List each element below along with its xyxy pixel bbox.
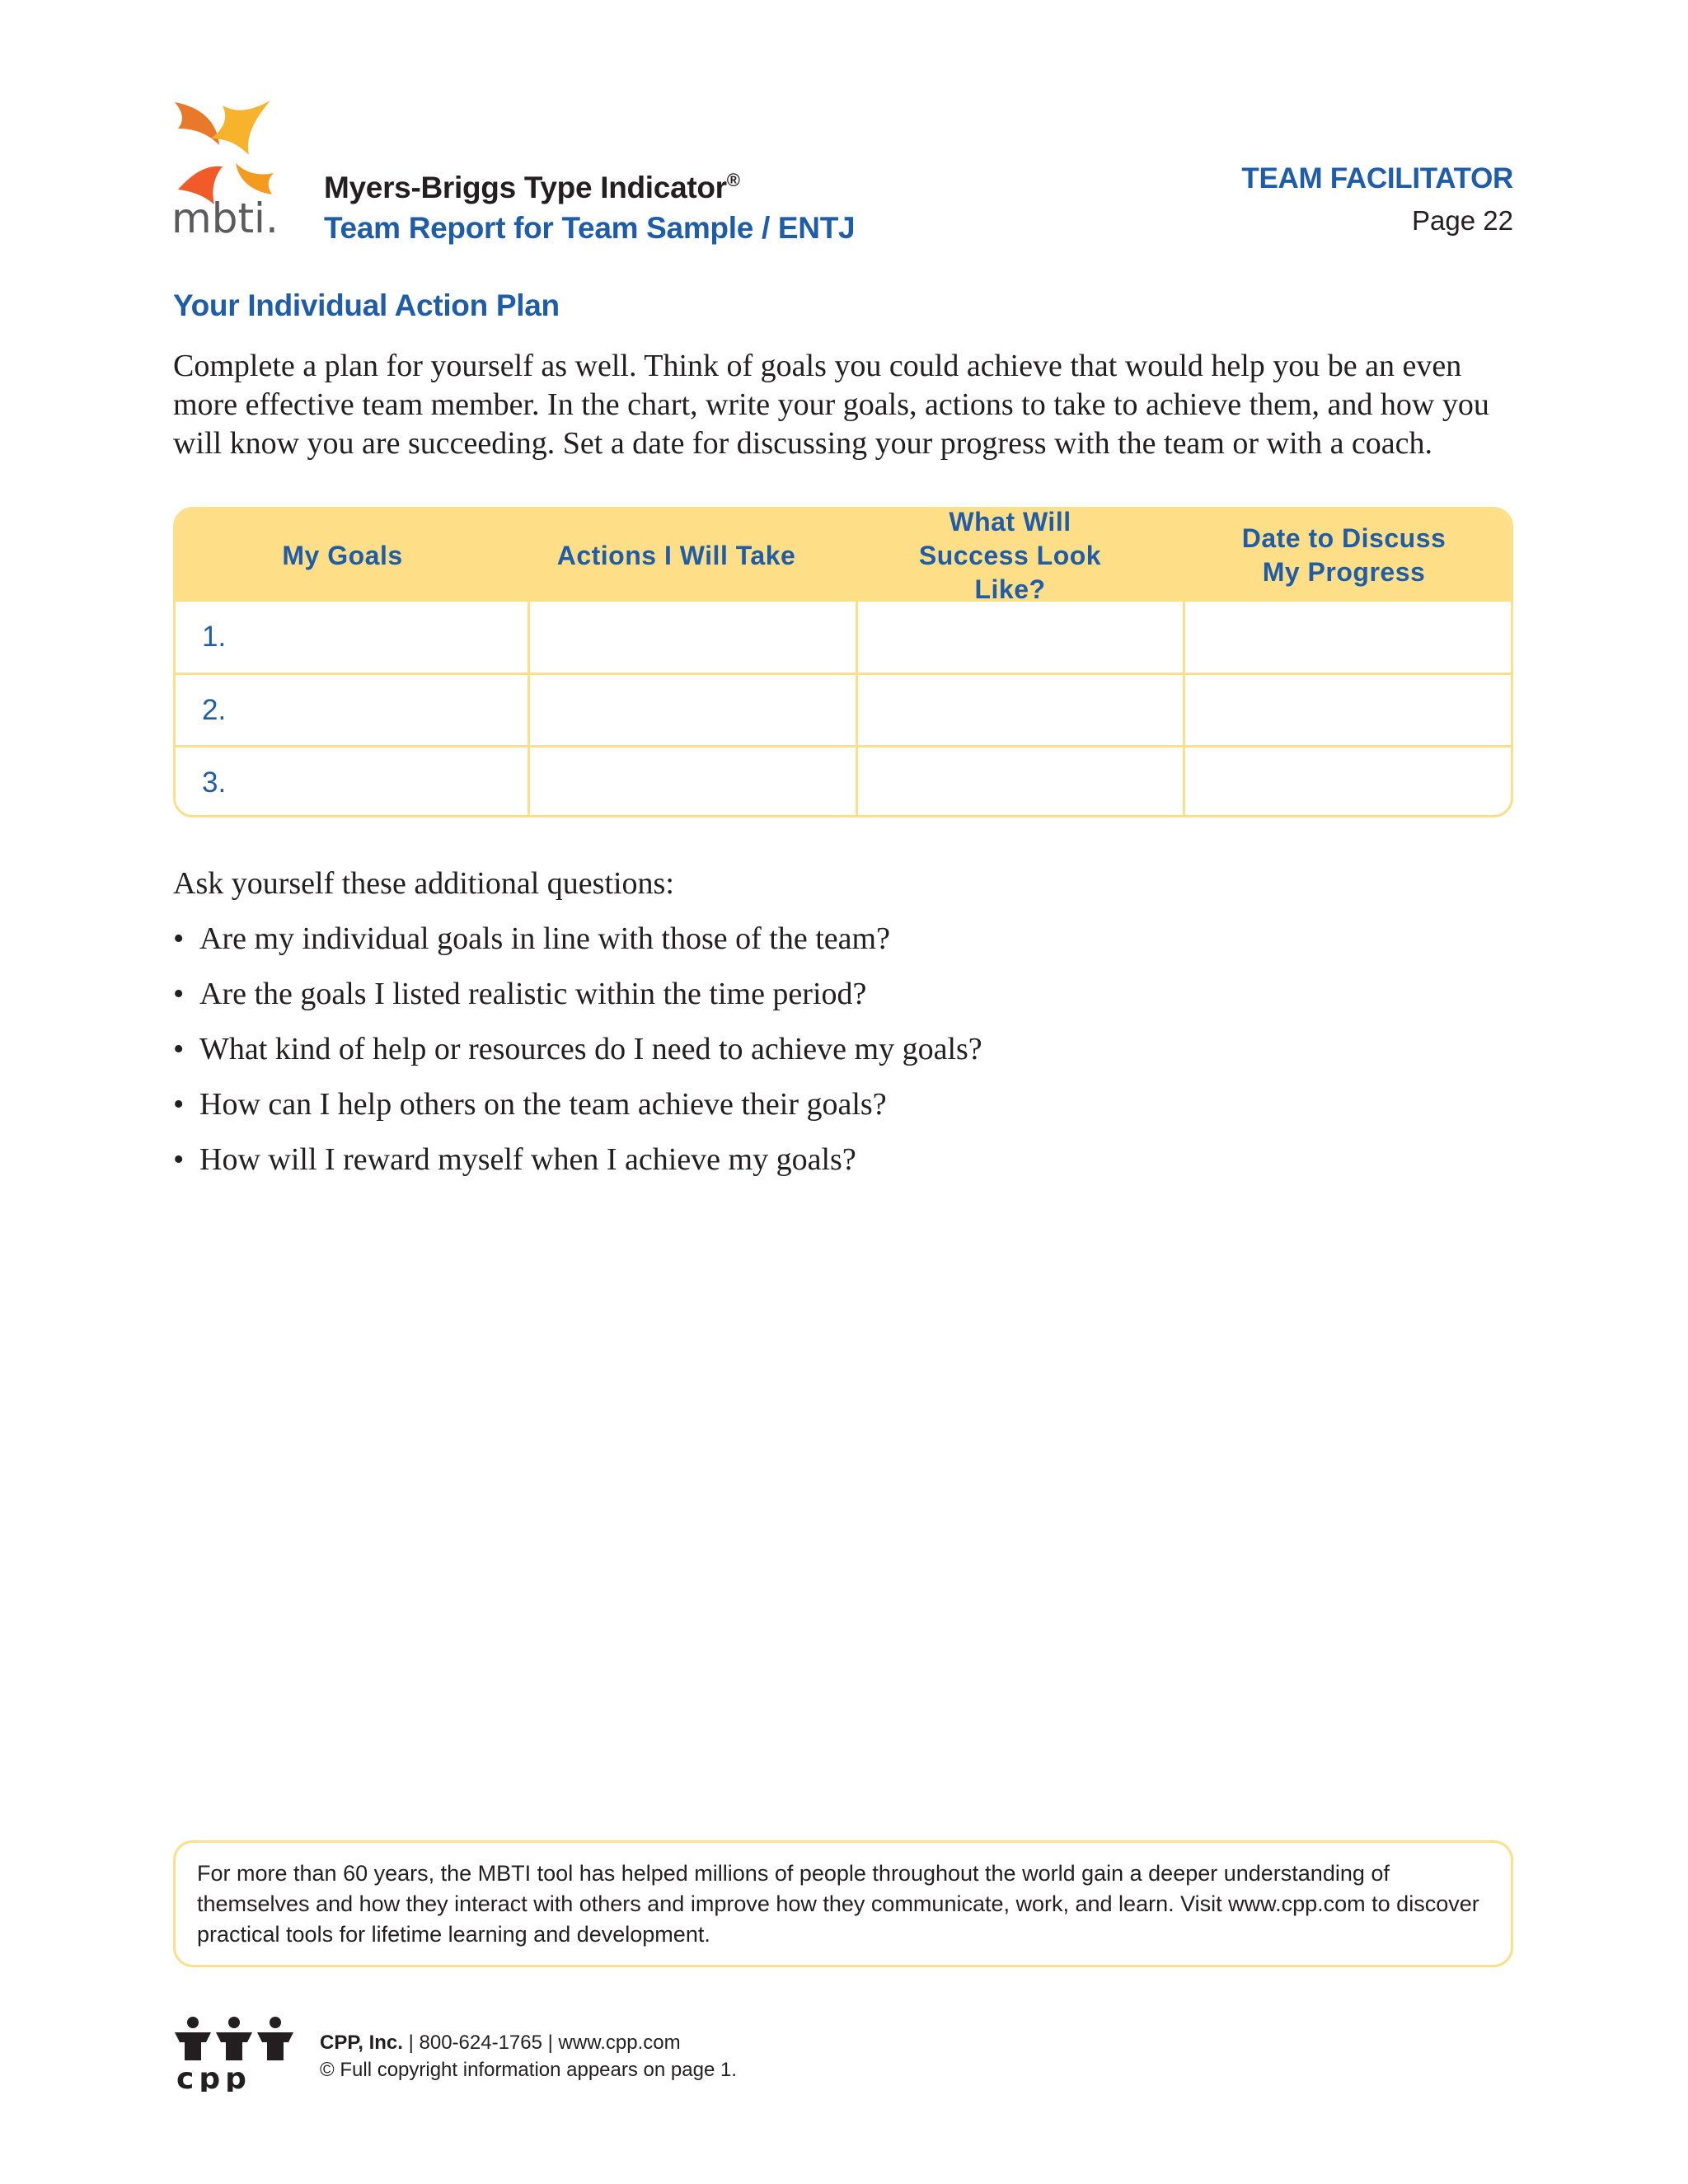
- list-item: • Are my individual goals in line with those of the team?: [173, 921, 890, 956]
- product-name: Myers-Briggs Type Indicator®: [324, 170, 740, 204]
- about-text: For more than 60 years, the MBTI tool has helped millions of people throughout the world gain a deeper understanding of themselves and how they interact with others and improve how they communicate, work, and learn. Visit www.cpp.com to discover practical tools for lifetime learning and development.: [197, 1861, 1479, 1947]
- header-titles: [324, 162, 855, 250]
- table-cell[interactable]: [1183, 748, 1511, 818]
- table-cell[interactable]: [528, 675, 856, 745]
- section-label: TEAM FACILITATOR: [1241, 162, 1513, 194]
- contact-details: | 800-624-1765 | www.cpp.com: [402, 2032, 681, 2054]
- questions-list: [173, 921, 982, 1197]
- page-number: Page 22: [1412, 205, 1513, 236]
- table-cell[interactable]: [528, 748, 856, 818]
- cpp-logo-text: cpp: [176, 2062, 251, 2092]
- list-item: • How will I reward myself when I achieve my goals?: [173, 1142, 856, 1177]
- table-cell[interactable]: [1183, 675, 1511, 745]
- bullet-icon: •: [173, 1087, 185, 1122]
- table-row: [176, 745, 1511, 818]
- company-name: CPP, Inc.: [320, 2032, 403, 2054]
- goal-number: 1.: [202, 621, 227, 653]
- bullet-icon: •: [173, 921, 185, 956]
- table-cell[interactable]: [528, 602, 856, 673]
- header-date: Date to Discuss My Progress: [1241, 523, 1447, 587]
- cpp-logo: [173, 2014, 297, 2092]
- table-body: [176, 602, 1511, 818]
- registered-mark: ®: [726, 170, 740, 190]
- bullet-icon: •: [173, 1032, 185, 1066]
- list-item: • How can I help others on the team achieve their goals?: [173, 1087, 887, 1122]
- report-title: Team Report for Team Sample / ENTJ: [324, 211, 856, 245]
- header-success: What Will Success Look Like?: [918, 507, 1102, 604]
- action-plan-table: [173, 507, 1513, 818]
- table-row: [176, 602, 1511, 673]
- list-item: • Are the goals I listed realistic within the time period?: [173, 977, 867, 1011]
- mbti-logo-text: mbti.: [171, 194, 279, 241]
- table-cell[interactable]: [856, 675, 1184, 745]
- bullet-icon: •: [173, 977, 185, 1011]
- header-meta: [1241, 160, 1513, 244]
- goal-number: 2.: [202, 693, 227, 726]
- table-cell[interactable]: [1183, 602, 1511, 673]
- about-mbti-box: [173, 1840, 1513, 1967]
- goal-number: 3.: [202, 766, 227, 799]
- table-cell[interactable]: [856, 602, 1184, 673]
- company-info: [320, 2029, 737, 2083]
- intro-paragraph: Complete a plan for yourself as well. Think of goals you could achieve that would help you be an even more effective team member. In the chart, write your goals, actions to take to achieve them, and how you will know you are succeeding. Set a date for discussing your progress with the team or with a coach.: [173, 349, 1489, 461]
- table-header: [176, 509, 1511, 602]
- copyright-note: © Full copyright information appears on page 1.: [320, 2059, 737, 2081]
- company-contact: [320, 2029, 737, 2056]
- mbti-logo: [170, 97, 285, 241]
- questions-lead: Ask yourself these additional questions:: [173, 866, 674, 901]
- bullet-icon: •: [173, 1142, 185, 1177]
- table-row: [176, 673, 1511, 745]
- table-cell[interactable]: [856, 748, 1184, 818]
- section-title: Your Individual Action Plan: [173, 288, 560, 322]
- header-my-goals: My Goals: [282, 540, 403, 570]
- header-actions: Actions I Will Take: [556, 540, 796, 570]
- list-item: • What kind of help or resources do I need to achieve my goals?: [173, 1032, 982, 1066]
